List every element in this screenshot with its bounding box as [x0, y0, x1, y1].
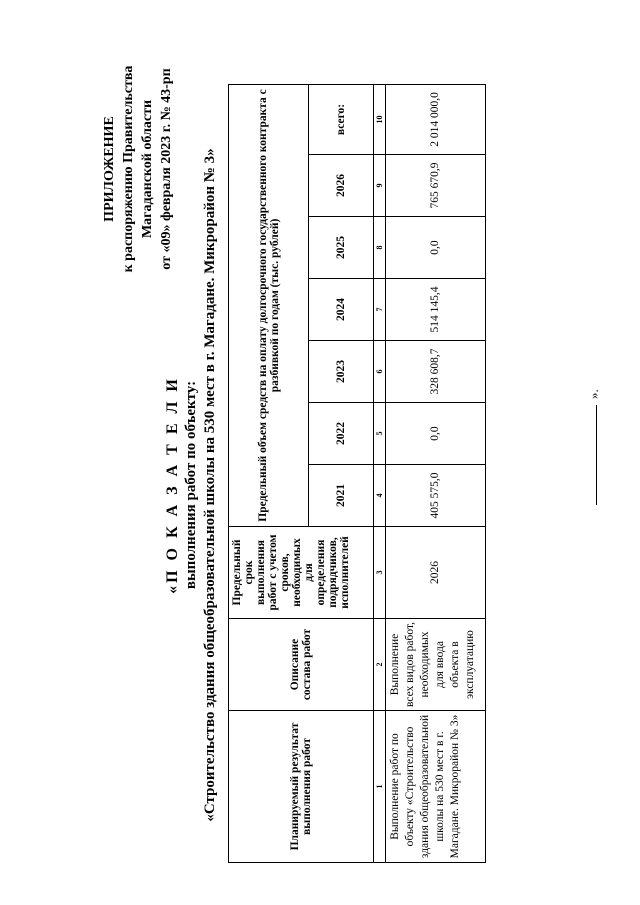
cell-value: 514 145,4	[386, 279, 486, 341]
header-total: всего:	[309, 84, 374, 154]
appendix-line: Магаданской области	[140, 99, 155, 239]
header-year: 2023	[309, 341, 374, 403]
header-year: 2022	[309, 403, 374, 465]
cell-value: 0,0	[386, 403, 486, 465]
indicators-table	[228, 84, 486, 863]
column-number-row	[374, 84, 386, 862]
header-year: 2025	[309, 217, 374, 279]
cell-value: 0,0	[386, 217, 486, 279]
column-number: 8	[374, 217, 386, 279]
header-year: 2026	[309, 155, 374, 217]
header-deadline: Предельный срок выполнения работ с учетом сроков, необходимых для определения подрядчиков, исполнителей	[229, 527, 374, 619]
column-number: 10	[374, 84, 386, 154]
cell-deadline: 2026	[386, 527, 486, 619]
closing-mark: ».	[586, 389, 601, 399]
appendix-title: ПРИЛОЖЕНИЕ	[102, 116, 117, 222]
table-row	[386, 84, 486, 862]
appendix-line: к распоряжению Правительства	[121, 65, 136, 273]
header-description: Описание состава работ	[229, 619, 374, 711]
column-number: 5	[374, 403, 386, 465]
header-funding: Предельный объем средств на оплату долгосрочного государственного контракта с разбивкой по годам (тыс. рублей)	[229, 84, 309, 526]
heading-title: «П О К А З А Т Е Л И	[164, 376, 181, 594]
cell-result: Выполнение работ по объекту «Строительство здания общеобразовательной школы на 530 мест в г. Магадане. Микрорайон № 3»	[386, 711, 486, 863]
column-number: 3	[374, 527, 386, 619]
column-number: 2	[374, 619, 386, 711]
column-number: 9	[374, 155, 386, 217]
column-number: 7	[374, 279, 386, 341]
cell-total: 2 014 000,0	[386, 84, 486, 154]
document-heading	[163, 105, 220, 865]
cell-value: 328 608,7	[386, 341, 486, 403]
header-year: 2024	[309, 279, 374, 341]
column-number: 6	[374, 341, 386, 403]
cell-value: 405 575,0	[386, 465, 486, 527]
column-number: 1	[374, 711, 386, 863]
heading-subtitle: выполнения работ по объекту:	[183, 380, 199, 590]
header-year: 2021	[309, 465, 374, 527]
header-result: Планируемый результат выполнения работ	[229, 711, 374, 863]
column-number: 4	[374, 465, 386, 527]
cell-description: Выполнение всех видов работ, необходимых для ввода объекта в эксплуатацию	[386, 619, 486, 711]
cell-value: 765 670,9	[386, 155, 486, 217]
header-row	[229, 84, 309, 862]
signature-line	[596, 405, 597, 505]
heading-object-name: «Строительство здания общеобразовательной школы на 530 мест в г. Магадане. Микрорайон № 3»	[202, 148, 218, 822]
appendix-date: от «09» февраля 2023 г. № 43-рп	[159, 68, 174, 270]
